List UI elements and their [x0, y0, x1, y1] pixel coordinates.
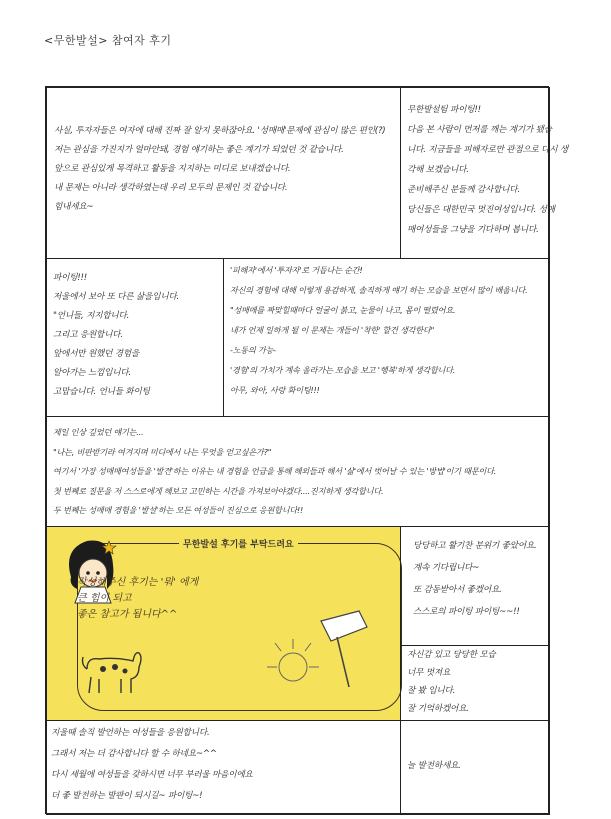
- card-title: 무한발설 후기를 부탁드려요: [179, 537, 298, 550]
- text-line: "나는, 비판받기라 여겨지며 미디에서 나는 무엇을 얻고싶은가?": [53, 446, 272, 457]
- text-line: 저울에서 보아 또 다른 삶을입니다.: [53, 292, 180, 302]
- text-line: 계속 기다립니다~: [413, 563, 480, 573]
- text-line: 준비해주신 분들께 감사합니다.: [407, 185, 520, 195]
- text-line: 더 좋 발전하는 발판이 되시길~ 파이팅~!: [51, 791, 203, 801]
- review-cell-r4-right-top: [400, 526, 550, 646]
- text-line: 그리고 응원합니다.: [53, 330, 123, 340]
- text-line: 앞으로 관심있게 목격하고 활동을 지지하는 미디로 보내겠습니다.: [54, 164, 291, 174]
- text-line: "언니들, 지지합니다.: [53, 311, 130, 321]
- text-line: 작성해주신 후기는 '뭐' 에게: [77, 577, 199, 588]
- text-line: 고맙습니다. 언니들 화이팅: [53, 387, 150, 397]
- review-cell-r1-left: [46, 87, 401, 259]
- text-line: 좋은 참고가 됩니다^^: [77, 609, 178, 620]
- text-line: 늘 발전하세요.: [407, 761, 461, 771]
- review-cell-r3: [46, 416, 550, 527]
- text-line: 파이팅!!!: [53, 273, 88, 283]
- text-line: 무한발설팀 파이팅!!: [407, 105, 481, 115]
- text-line: 힘내세요~: [54, 202, 94, 212]
- text-line: 또 감동받아서 좋겠어요.: [413, 585, 502, 595]
- text-line: 너무 멋져요: [407, 668, 451, 678]
- text-line: 아무, 와아, 사랑 화이팅!!!: [230, 385, 320, 395]
- text-line: 여기서 '가장 성매매여성들을 '발견'하는 이유는 내 경험을 언급을 통해 해외들과 해서 '삶'에서 벗어날 수 있는 '방법'이기 때문이다.: [53, 466, 497, 476]
- text-line: 당신들은 대한민국 멋진여성입니다. 성매: [407, 205, 555, 215]
- text-line: 그래서 저는 더 감사합니다 할 수 하네요~^^: [51, 749, 217, 759]
- review-cell-r2-right: [223, 258, 550, 417]
- review-cell-r2-left: [46, 258, 224, 417]
- text-line: 지울때 솔직 발언하는 여성들을 응원합니다.: [51, 728, 210, 738]
- text-line: '경험'의 가치가 계속 올라가는 모습을 보고 '행복'하게 생각합니다.: [230, 365, 456, 375]
- text-line: 자신의 경험에 대해 이렇게 용감하게, 솔직하게 얘기 하는 모습을 보면서 많이 배웁니다.: [230, 285, 528, 295]
- text-line: -노동의 가능-: [230, 345, 276, 355]
- page-title: <무한발설> 참여자 후기: [44, 34, 172, 47]
- text-line: "성매매를 짜맞힐때마다 얼굴이 붉고, 눈물이 나고, 몸이 떨렸어요.: [230, 305, 456, 315]
- text-line: 매여성들을 그냥을 기다하며 봅니다.: [407, 225, 539, 235]
- review-cell-r5-right: [400, 720, 550, 815]
- cat-doodle: [77, 647, 147, 697]
- review-cell-r1-right: [400, 87, 569, 259]
- review-table: [45, 86, 569, 814]
- text-line: 저는 관심을 가진지가 얼마안돼, 경험 얘기하는 좋은 계기가 되었던 것 같습니다.: [54, 145, 344, 155]
- text-line: 잘 기억하겠어요.: [407, 704, 469, 714]
- text-line: 니다. 지금들을 피해자로만 관점으로 다시 생: [407, 145, 569, 155]
- review-cell-r5-left: [46, 720, 401, 815]
- text-line: 각해 보겠습니다.: [407, 165, 469, 175]
- sketch-doodle: [263, 607, 373, 697]
- feedback-card-cell: [46, 526, 401, 721]
- text-line: 자신감 있고 당당한 모습: [407, 650, 496, 660]
- text-line: 두 번째는 성매매 경험을 '발설'하는 모든 여성들이 진심으로 응원합니다!!: [53, 505, 304, 515]
- text-line: 스스로의 파이팅 파이팅~~!!: [413, 607, 520, 617]
- text-line: 내 문제는 아니라 생각하였는데 우리 모두의 문제인 것 같습니다.: [54, 183, 288, 193]
- text-line: 알아가는 느낌입니다.: [53, 368, 131, 378]
- text-line: 당당하고 활기찬 분위기 좋았어요.: [413, 541, 537, 551]
- text-line: 제일 인상 깊었던 얘기는...: [53, 427, 144, 437]
- review-cell-r4-right-bottom: [400, 645, 550, 721]
- text-line: 잘 봤 입니다.: [407, 686, 456, 696]
- text-line: 내가 언제 일하게 될 이 문제는 개들이 '착한' 할건 생각한다": [230, 325, 435, 335]
- text-line: 다음 본 사람이 먼저를 깨는 계기가 됐습: [407, 125, 552, 135]
- text-line: '피해자'에서 '투자자'로 거듭나는 순간!: [230, 265, 363, 275]
- text-line: 앞에서만 원했던 경험을: [53, 349, 140, 359]
- text-line: 사실, 투자자들은 여자에 대해 진짜 잘 알지 못하잖아요. '성매매'문제에 관심이 많은 편인(?): [54, 126, 386, 136]
- card-message: [77, 575, 198, 623]
- text-line: 다시 세월에 여성들을 갖하시면 너무 부러울 마음이에요: [51, 770, 253, 780]
- text-line: 큰 힘이 되고: [77, 593, 132, 604]
- text-line: 첫 번째로 질문을 저 스스로에게 해보고 고민하는 시간을 가져보아야겠다....진지하게 생각합니다.: [53, 485, 384, 496]
